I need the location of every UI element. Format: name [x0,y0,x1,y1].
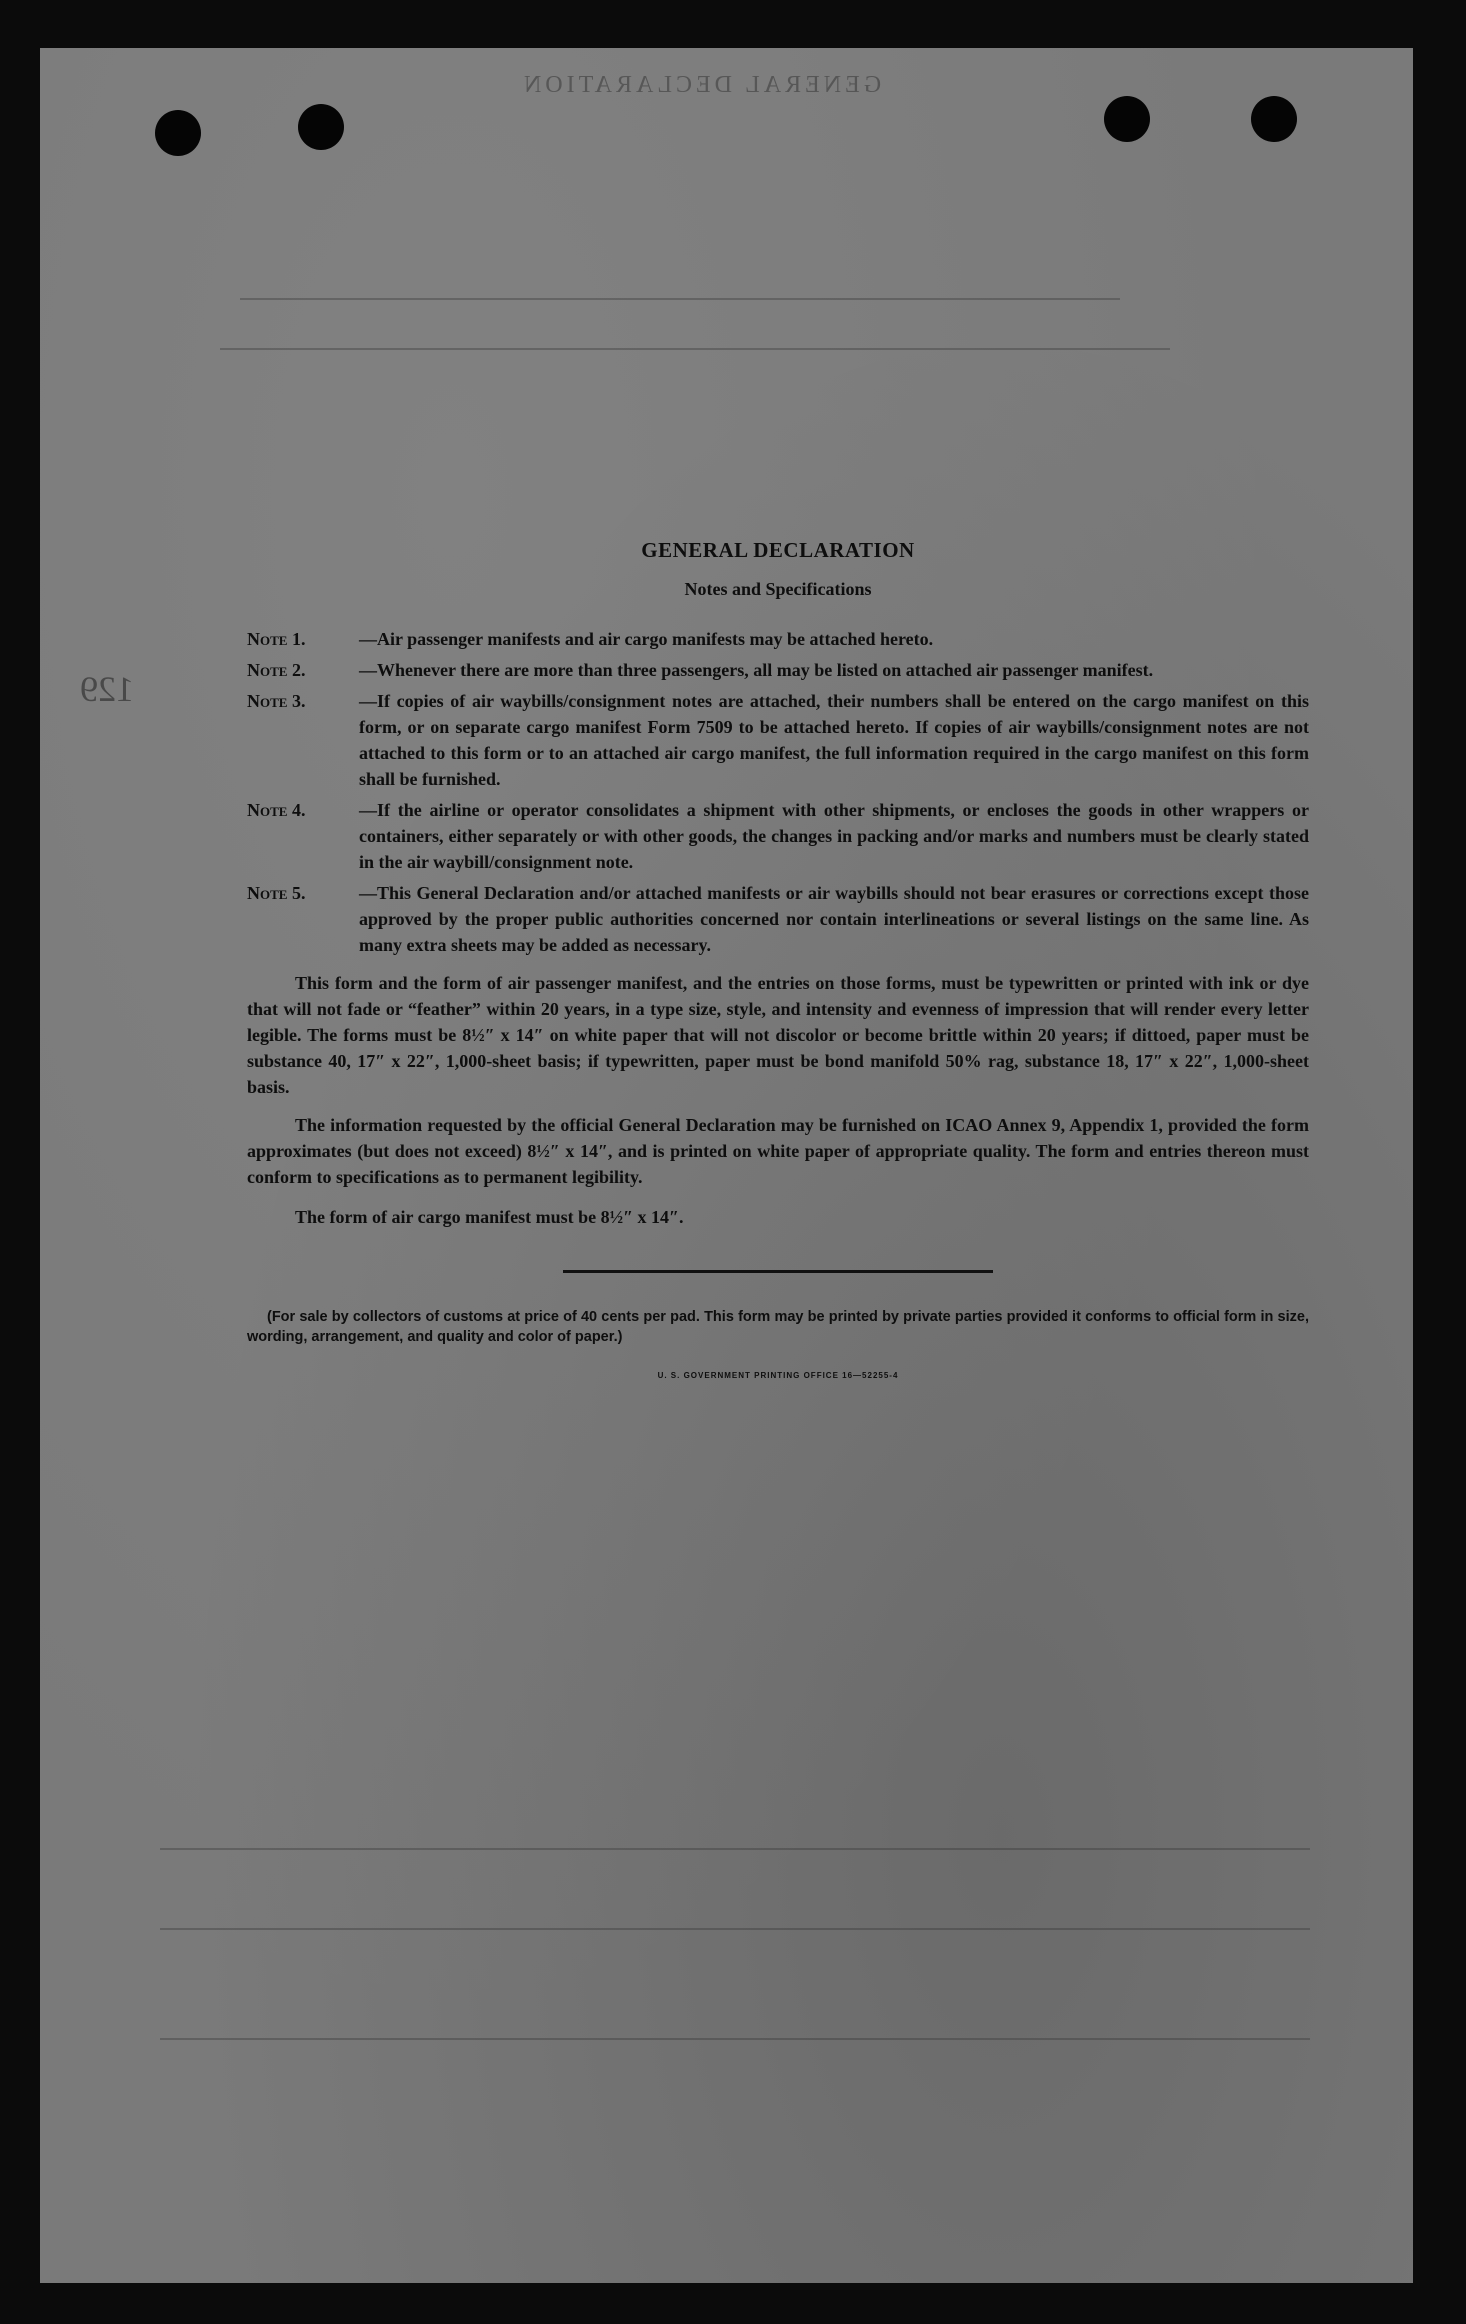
note-label: Note 4. [247,800,306,820]
note-label: Note 5. [247,883,306,903]
note-1 [247,626,1309,652]
note-label: Note 3. [247,691,306,711]
bleed-through-line [240,298,1120,300]
page-title: GENERAL DECLARATION [641,538,915,562]
divider [563,1270,993,1273]
paragraph-icao: The information requested by the official General Declaration may be furnished on ICAO Annex 9, Appendix 1, provided the form approximates (but does not exceed) 8½″ x 14″, and is printed on white paper of appropriate quality. The form and entries thereon must conform to specifications as to permanent legibility. [247,1115,1309,1187]
printing-office-line: U. S. GOVERNMENT PRINTING OFFICE 16—52255-4 [657,1371,899,1380]
note-label: Note 1. [247,629,306,649]
note-4 [247,797,1309,875]
paragraph-cargo-manifest-size: The form of air cargo manifest must be 8½″ x 14″. [295,1207,684,1227]
punch-hole [1104,96,1150,142]
note-5 [247,880,1309,958]
bleed-through-line [160,1848,1310,1850]
note-text: —If copies of air waybills/consignment notes are attached, their numbers shall be entered on the cargo manifest on this form, or on separate cargo manifest Form 7509 to be attached hereto. If copies of air waybills/consignment notes are not attached to this form or to an attached air cargo manifest, the full information required in the cargo manifest on this form shall be furnished. [359,691,1309,789]
punch-hole [298,104,344,150]
note-text: —This General Declaration and/or attached manifests or air waybills should not bear erasures or corrections except those approved by the proper public authorities concerned nor contain interlineations or several listings on the same line. As many extra sheets may be added as necessary. [359,883,1309,955]
bleed-through-line [160,2038,1310,2040]
bleed-through-line [160,1928,1310,1930]
note-label: Note 2. [247,660,306,680]
document-page [40,48,1413,2283]
note-text: —Whenever there are more than three passengers, all may be listed on attached air passenger manifest. [359,660,1154,680]
note-text: —If the airline or operator consolidates a shipment with other shipments, or encloses the goods in other wrappers or containers, either separately or with other goods, the changes in packing and/or marks and numbers must be clearly stated in the air waybill/consignment note. [359,800,1309,872]
bleed-through-title: GENERAL DECLARATION [520,72,882,98]
punch-hole [155,110,201,156]
note-text: —Air passenger manifests and air cargo manifests may be attached hereto. [359,629,934,649]
sale-note: (For sale by collectors of customs at price of 40 cents per pad. This form may be printed by private parties provided it conforms to official form in size, wording, arrangement, and quality and color of paper.) [247,1309,1309,1345]
note-2 [247,657,1309,683]
punch-hole [1251,96,1297,142]
paragraph-form-requirements: This form and the form of air passenger manifest, and the entries on those forms, must be typewritten or printed with ink or dye that will not fade or “feather” within 20 years, in a type size, style, and intensity and evenness of impression that will render every letter legible. The forms must be 8½″ x 14″ on white paper that will not discolor or become brittle within 20 years; if dittoed, paper must be substance 40, 17″ x 22″, 1,000-sheet basis; if typewritten, paper must be bond manifold 50% rag, substance 18, 17″ x 22″, 1,000-sheet basis. [247,973,1309,1097]
margin-number: 129 [80,669,134,709]
note-3 [247,688,1309,792]
bleed-through-line [220,348,1170,350]
page-subtitle: Notes and Specifications [684,579,872,599]
notes-section [247,538,1309,1380]
